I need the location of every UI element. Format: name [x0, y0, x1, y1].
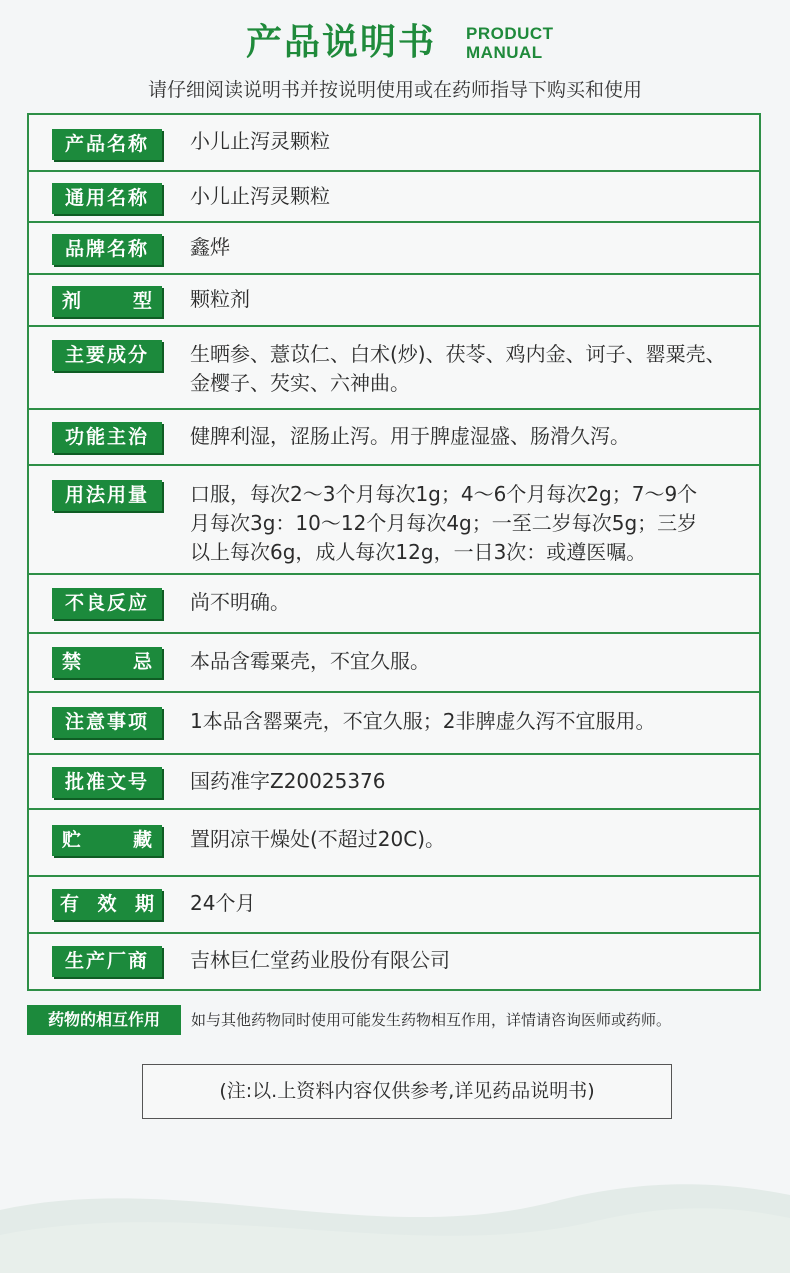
title-en-line2: MANUAL	[466, 43, 543, 62]
row-contraindications	[29, 634, 759, 693]
decorative-wave	[0, 1150, 790, 1273]
row-value: 1本品含罂粟壳，不宜久服；2非脾虚久泻不宜服用。	[190, 709, 656, 733]
spec-table	[27, 113, 761, 991]
drug-interaction-label: 药物的相互作用	[27, 1005, 181, 1035]
row-storage	[29, 810, 759, 877]
row-label: 产品名称	[52, 129, 162, 160]
row-value: 颗粒剂	[190, 287, 250, 311]
row-value: 国药准字Z20025376	[190, 769, 386, 793]
row-label: 用法用量	[52, 480, 162, 511]
row-label: 禁 忌	[52, 647, 162, 678]
row-value: 小儿止泻灵颗粒	[190, 129, 330, 153]
row-dosage-form	[29, 275, 759, 327]
row-approval-number	[29, 755, 759, 810]
row-indications	[29, 410, 759, 466]
row-value: 生晒参、薏苡仁、白术(炒)、茯苓、鸡内金、诃子、罂粟壳、 金樱子、芡实、六神曲。	[190, 342, 726, 395]
row-brand-name	[29, 223, 759, 275]
row-label: 通用名称	[52, 183, 162, 214]
page-title-english	[466, 24, 554, 62]
row-shelf-life	[29, 877, 759, 934]
row-value: 24个月	[190, 891, 256, 915]
row-label: 生产厂商	[52, 946, 162, 977]
row-value: 健脾利湿，涩肠止泻。用于脾虚湿盛、肠滑久泻。	[190, 424, 630, 448]
row-manufacturer	[29, 934, 759, 989]
drug-interaction-text: 如与其他药物同时使用可能发生药物相互作用，详情请咨询医师或药师。	[191, 1011, 672, 1029]
reading-instruction: 请仔细阅读说明书并按说明使用或在药师指导下购买和使用	[147, 79, 642, 101]
row-value: 本品含霉粟壳，不宜久服。	[190, 649, 430, 673]
row-value: 小儿止泻灵颗粒	[190, 184, 330, 208]
row-label: 注意事项	[52, 707, 162, 738]
row-label: 不良反应	[52, 588, 162, 619]
row-value: 尚不明确。	[190, 590, 290, 614]
row-label: 主要成分	[52, 340, 162, 371]
row-value: 鑫烨	[190, 235, 230, 259]
row-ingredients	[29, 327, 759, 410]
row-value: 吉林巨仁堂药业股份有限公司	[190, 948, 450, 972]
row-precautions	[29, 693, 759, 755]
row-label: 剂 型	[52, 286, 162, 317]
drug-interaction-section	[27, 1005, 787, 1035]
page-header	[0, 18, 790, 68]
row-label: 贮 藏	[52, 825, 162, 856]
row-dosage	[29, 466, 759, 575]
row-adverse-reactions	[29, 575, 759, 634]
row-label: 有效期	[52, 889, 162, 920]
page-title: 产品说明书	[246, 22, 437, 63]
title-en-line1: PRODUCT	[466, 24, 554, 43]
row-value: 口服，每次2～3个月每次1g；4～6个月每次2g；7～9个 月每次3g：10～12个月每次4g；一至二岁每次5g；三岁 以上每次6g，成人每次12g，一日3次：或遵医嘱。	[190, 482, 698, 564]
row-value: 置阴凉干燥处(不超过20C)。	[190, 827, 446, 851]
disclaimer-note: (注:以.上资料内容仅供参考,详见药品说明书)	[142, 1064, 672, 1119]
row-label: 功能主治	[52, 422, 162, 453]
row-label: 品牌名称	[52, 234, 162, 265]
row-label: 批准文号	[52, 767, 162, 798]
row-product-name	[29, 115, 759, 172]
row-generic-name	[29, 172, 759, 223]
